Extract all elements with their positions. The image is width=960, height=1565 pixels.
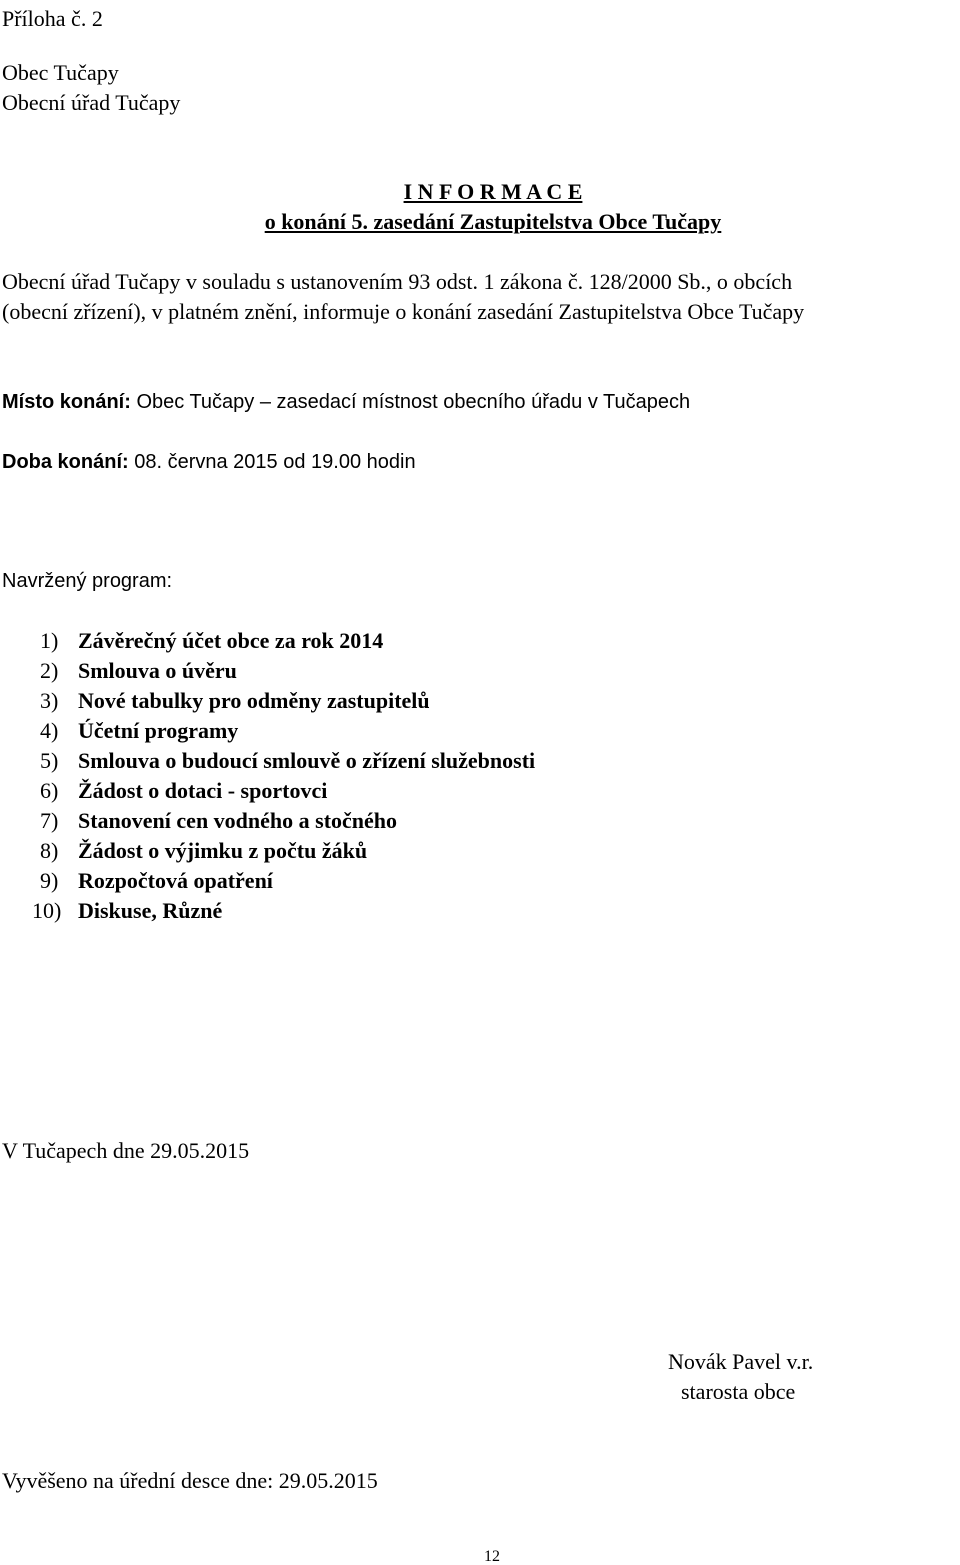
intro-line-1: Obecní úřad Tučapy v souladu s ustanovením 93 odst. 1 zákona č. 128/2000 Sb., o obcích bbox=[2, 269, 793, 294]
office-name: Obecní úřad Tučapy bbox=[2, 90, 181, 115]
meeting-time-value: 08. června 2015 od 19.00 hodin bbox=[128, 451, 416, 473]
program-item-text: Rozpočtová opatření bbox=[78, 868, 273, 893]
page-number: 12 bbox=[484, 1548, 500, 1565]
meeting-time-label: Doba konání: bbox=[2, 451, 129, 473]
program-item-text: Smlouva o úvěru bbox=[78, 658, 237, 683]
meeting-place-label: Místo konání: bbox=[2, 391, 131, 413]
program-item-number: 6) bbox=[40, 778, 59, 803]
intro-line-2: (obecní zřízení), v platném znění, informuje o konání zasedání Zastupitelstva Obce Tučapy bbox=[2, 299, 805, 324]
program-item-text: Diskuse, Různé bbox=[78, 898, 223, 923]
meeting-place-value: Obec Tučapy – zasedací místnost obecního úřadu v Tučapech bbox=[130, 391, 691, 413]
meeting-time bbox=[2, 452, 416, 472]
program-item-text: Žádost o dotaci - sportovci bbox=[78, 778, 328, 803]
program-item-text: Závěrečný účet obce za rok 2014 bbox=[78, 628, 384, 653]
program-item-text: Žádost o výjimku z počtu žáků bbox=[78, 838, 368, 863]
program-item-number: 5) bbox=[40, 748, 59, 773]
program-item-number: 9) bbox=[40, 868, 59, 893]
signatory-name: Novák Pavel v.r. bbox=[668, 1349, 814, 1374]
date-line: V Tučapech dne 29.05.2015 bbox=[2, 1138, 250, 1163]
program-item-text: Stanovení cen vodného a stočného bbox=[78, 808, 398, 833]
program-item-text: Účetní programy bbox=[78, 718, 239, 743]
program-item-text: Smlouva o budoucí smlouvě o zřízení služebnosti bbox=[78, 748, 536, 773]
document-subtitle: o konání 5. zasedání Zastupitelstva Obce Tučapy bbox=[264, 209, 722, 234]
municipality-name: Obec Tučapy bbox=[2, 60, 119, 85]
program-item-number: 1) bbox=[40, 628, 59, 653]
annex-label: Příloha č. 2 bbox=[2, 6, 103, 31]
program-item-number: 2) bbox=[40, 658, 59, 683]
program-item-text: Nové tabulky pro odměny zastupitelů bbox=[78, 688, 430, 713]
program-item-number: 3) bbox=[40, 688, 59, 713]
program-item-number: 4) bbox=[40, 718, 59, 743]
program-heading: Navržený program: bbox=[2, 570, 173, 592]
program-item-number: 8) bbox=[40, 838, 59, 863]
program-item-number: 10) bbox=[32, 898, 62, 923]
posted-date: Vyvěšeno na úřední desce dne: 29.05.2015 bbox=[2, 1468, 378, 1493]
program-item-number: 7) bbox=[40, 808, 59, 833]
signatory-role: starosta obce bbox=[681, 1379, 796, 1404]
meeting-place bbox=[2, 392, 690, 412]
document-title: I N F O R M A C E bbox=[403, 179, 583, 204]
